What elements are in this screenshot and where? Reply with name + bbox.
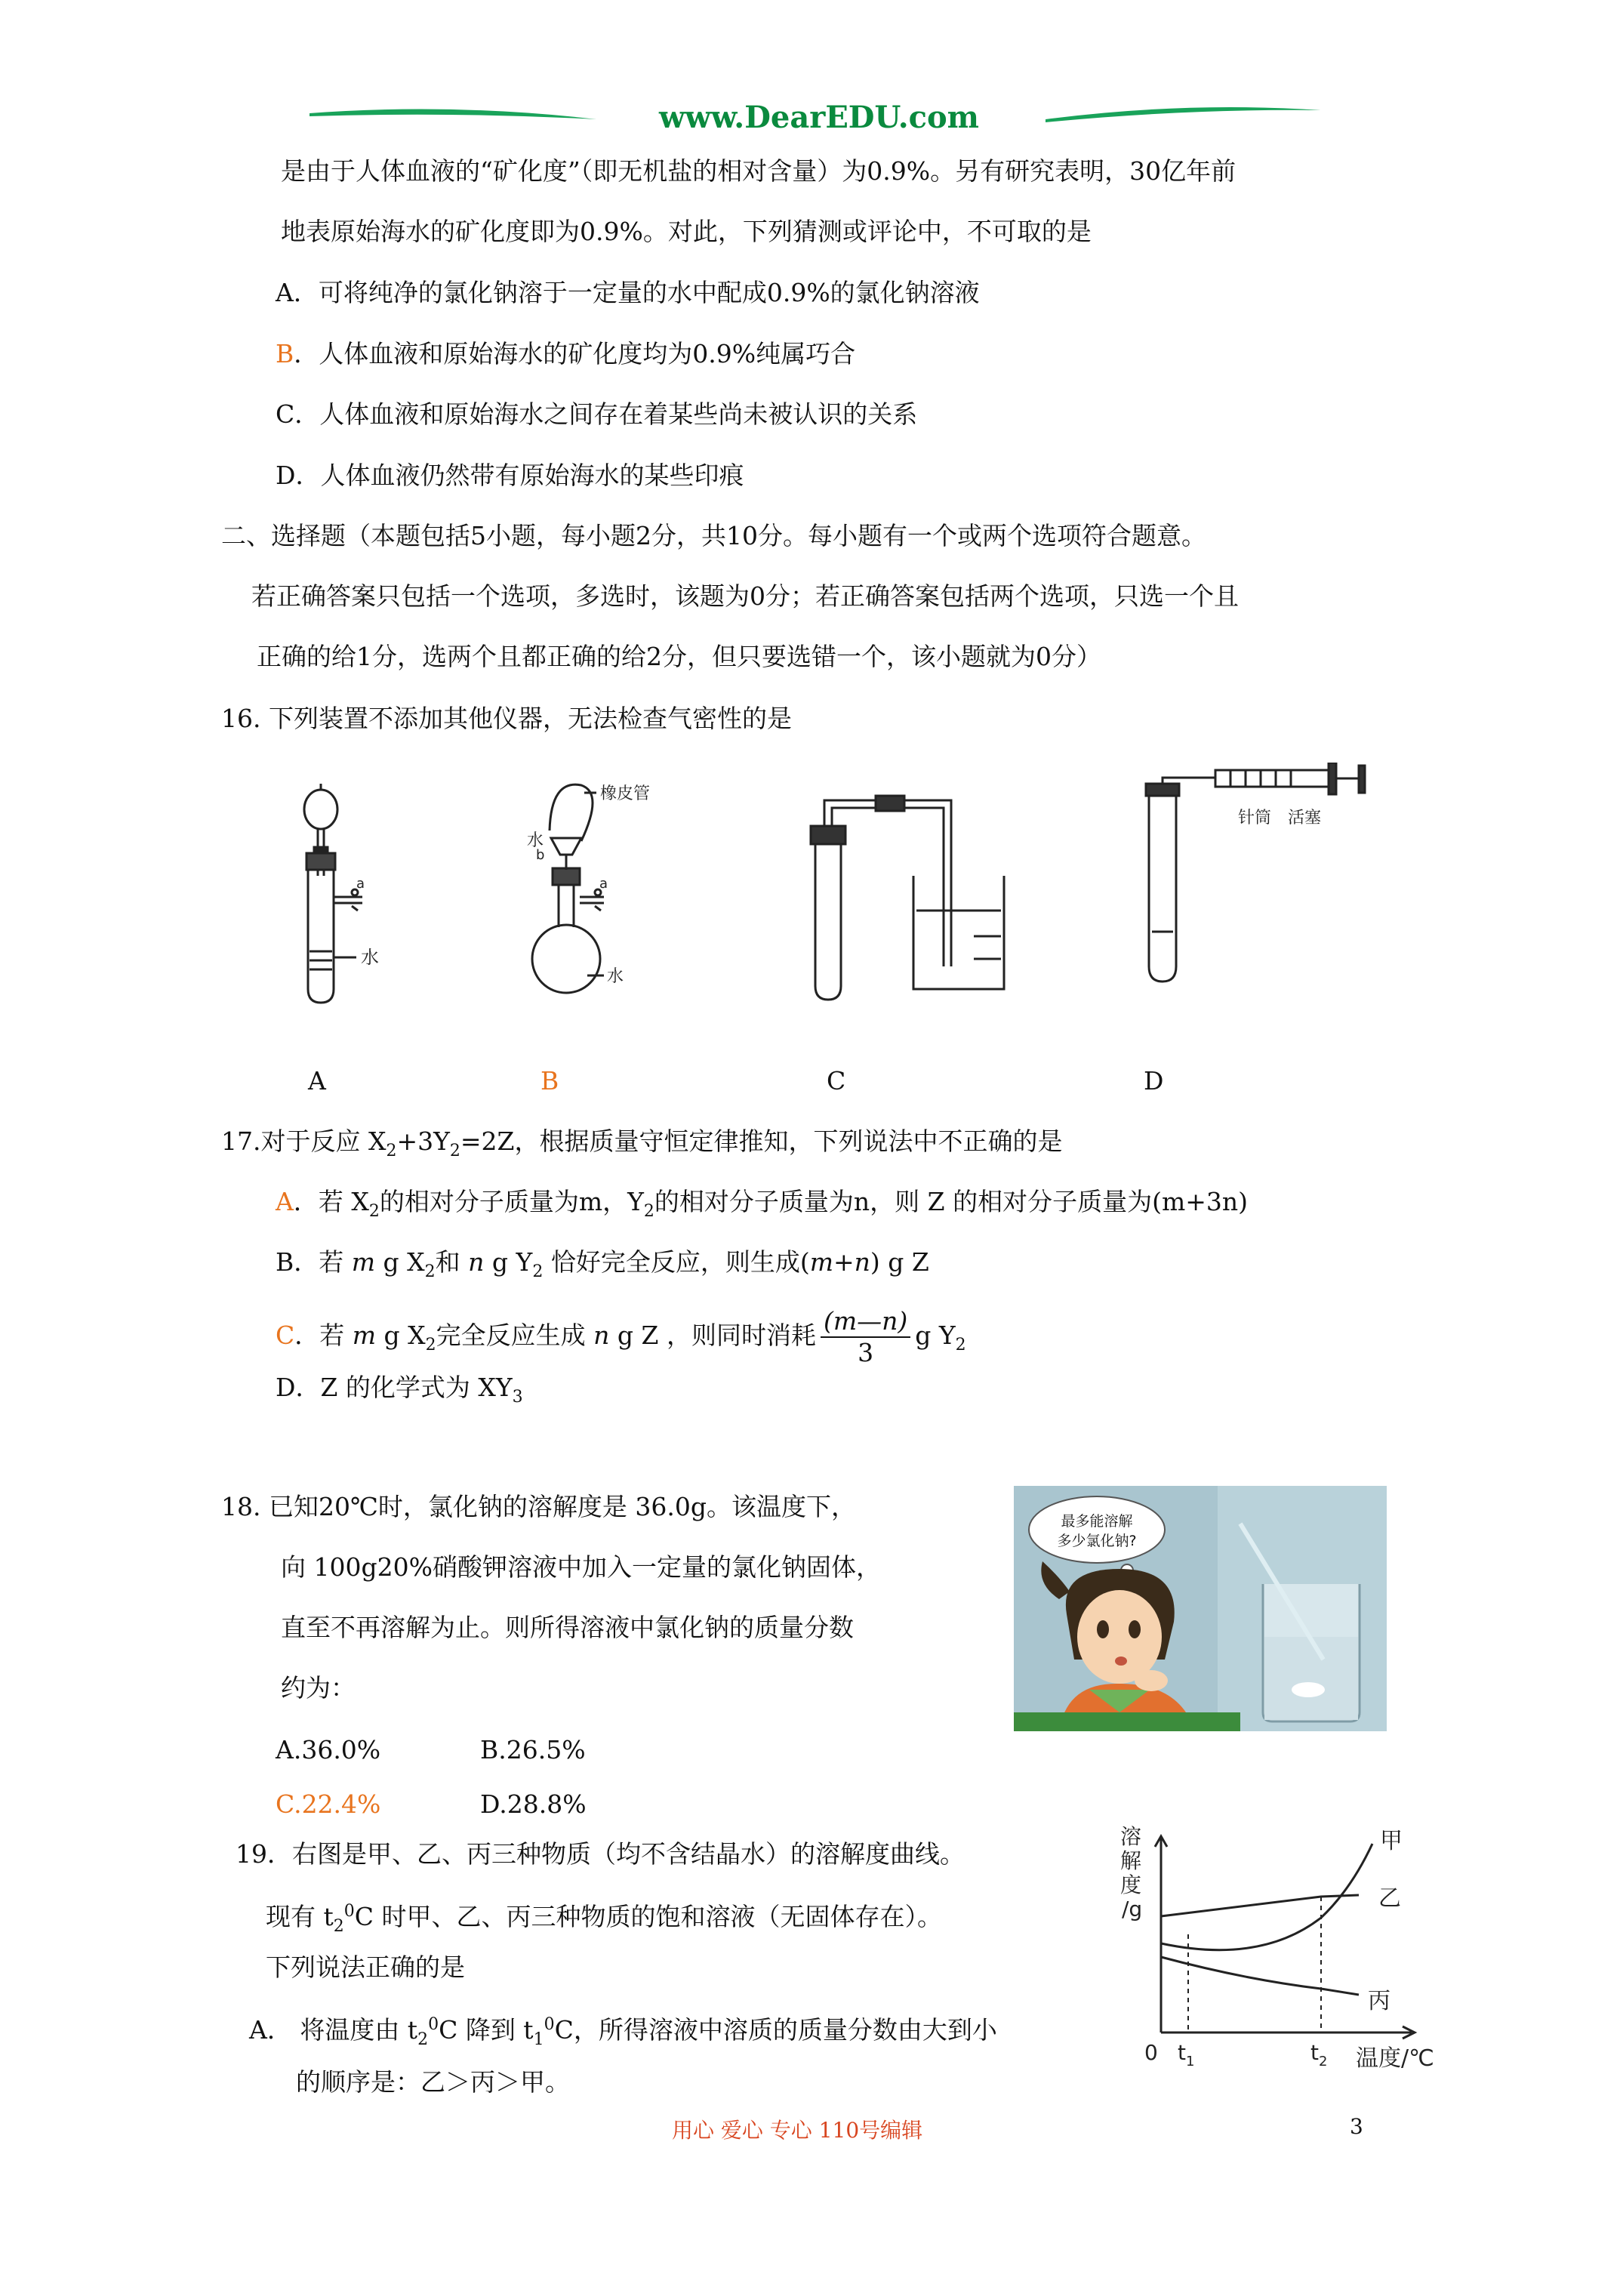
apparatus-b-label-water-top: 水	[527, 831, 544, 850]
q17-b-s2: 2	[532, 1262, 544, 1281]
q17-option-a	[276, 1185, 1248, 1228]
q17-a-t1: ．若 X	[293, 1187, 369, 1216]
section2-line-3: 正确的给1分，选两个且都正确的给2分，但只要选错一个，该小题就为0分）	[257, 642, 1101, 671]
q17-a-t3: 的相对分子质量为n，则 Z 的相对分子质量为(m+3n)	[654, 1187, 1249, 1216]
q19-l2-pre: 现有 t	[266, 1902, 334, 1931]
bubble-line-2: 多少氯化钠?	[1057, 1533, 1137, 1549]
q16-label-c: C	[827, 1066, 846, 1096]
q17-option-d-letter: D	[276, 1373, 296, 1402]
q15-option-a-letter: A	[276, 278, 294, 307]
graph-t1	[1178, 2040, 1194, 2069]
q15-option-a-text: ．可将纯净的氯化钠溶于一定量的水中配成0.9%的氯化钠溶液	[293, 278, 980, 307]
q17-c-t4: g Z ，则同时消耗	[609, 1321, 816, 1350]
q17-c-t1: ．若	[294, 1321, 353, 1350]
q17-a-t2: 的相对分子质量为m，Y	[379, 1187, 644, 1216]
q17-d-s1: 3	[512, 1388, 523, 1407]
q19-line-1: 19．右图是甲、乙、丙三种物质（均不含结晶水）的溶解度曲线。	[236, 1839, 965, 1869]
q19-line-2	[266, 1895, 942, 1943]
q17-stem-sub1: 2	[386, 1142, 397, 1160]
q17-stem-pre: 17.对于反应 X	[221, 1126, 387, 1156]
q15-option-c-text: ．人体血液和原始海水之间存在着某些尚未被认识的关系	[294, 399, 918, 429]
q17-stem-mid: +3Y	[396, 1126, 450, 1156]
q15-option-d-letter: D	[276, 461, 296, 490]
q19-l2-sub: 2	[333, 1917, 344, 1936]
q17-option-a-letter: A	[276, 1187, 294, 1216]
q19-a-s1: 2	[417, 2030, 429, 2049]
q17-c-fraction-num: (m—n)	[821, 1306, 910, 1338]
q17-c-m: m	[352, 1321, 377, 1350]
graph-t2-sub: 2	[1318, 2054, 1328, 2069]
q17-b-t5: 恰好完全反应，则生成(	[543, 1247, 810, 1277]
series-label-yi: 乙	[1378, 1885, 1401, 1912]
q18-line-1: 18. 已知20℃时，氯化钠的溶解度是 36.0g。该温度下，	[221, 1492, 856, 1521]
q17-option-b-letter: B	[276, 1247, 294, 1277]
graph-xlabel: 温度/℃	[1356, 2045, 1434, 2070]
section2-line-1: 二、选择题（本题包括5小题，每小题2分，共10分。每小题有一个或两个选项符合题意。	[221, 521, 1206, 550]
q18-line-2: 向 100g20%硝酸钾溶液中加入一定量的氯化钠固体，	[281, 1552, 881, 1582]
q19-line-3: 下列说法正确的是	[266, 1952, 465, 1982]
q17-b-t6: ) g Z	[870, 1247, 929, 1277]
q18-option-d: D.28.8%	[480, 1789, 587, 1819]
intro-line-2: 地表原始海水的矿化度即为0.9%。对此，下列猜测或评论中，不可取的是	[281, 217, 1092, 246]
q18-line-3: 直至不再溶解为止。则所得溶液中氯化钠的质量分数	[281, 1613, 854, 1642]
q17-a-s2: 2	[643, 1202, 654, 1221]
q17-stem-post: =2Z，根据质量守恒定律推知，下列说法中不正确的是	[460, 1126, 1063, 1156]
q17-c-t5: g Y	[915, 1321, 956, 1350]
graph-t2	[1310, 2040, 1327, 2069]
q19-option-a	[249, 2008, 997, 2057]
q16-label-a: A	[308, 1066, 326, 1096]
q17-c-s1: 2	[425, 1336, 436, 1354]
q15-option-a	[276, 276, 980, 310]
apparatus-a-label-water: 水	[361, 947, 379, 968]
q17-b-n: n	[468, 1247, 485, 1277]
q17-b-s1: 2	[424, 1262, 436, 1281]
q18-illustration	[1014, 1486, 1387, 1731]
q17-option-b	[276, 1246, 929, 1289]
curve-bing	[1161, 1957, 1359, 1995]
series-label-bing: 丙	[1368, 1988, 1390, 2014]
q19-a-mid: C 降到 t	[439, 2015, 534, 2045]
q17-c-fraction	[821, 1306, 910, 1368]
q15-option-b	[276, 337, 855, 371]
graph-t2-letter: t	[1310, 2040, 1319, 2065]
q17-b-mn: m+n	[809, 1247, 870, 1277]
q17-c-fraction-den: 3	[858, 1338, 874, 1367]
q17-a-s1: 2	[368, 1202, 380, 1221]
apparatus-b-label-b: b	[536, 847, 545, 863]
q19-a-sup2: 0	[544, 2015, 555, 2034]
q15-option-b-letter: B	[276, 339, 294, 368]
q17-c-t2: g X	[376, 1321, 426, 1350]
q17-b-t2: g X	[375, 1247, 425, 1277]
q15-option-c	[276, 398, 917, 431]
graph-origin: 0	[1144, 2040, 1158, 2065]
q16-label-d: D	[1144, 1066, 1164, 1096]
q19-l2-post: C 时甲、乙、丙三种物质的饱和溶液（无固体存在）。	[354, 1902, 943, 1931]
q17-d-t1: ．Z 的化学式为 XY	[295, 1373, 513, 1402]
q17-b-t3: 和	[435, 1247, 469, 1277]
q16-label-b: B	[540, 1066, 559, 1096]
q17-c-n: n	[593, 1321, 610, 1350]
graph-ylabel-4: /g	[1122, 1897, 1143, 1922]
q15-option-d-text: ．人体血液仍然带有原始海水的某些印痕	[295, 461, 744, 490]
graph-t1-sub: 1	[1185, 2054, 1195, 2069]
section2-line-2: 若正确答案只包括一个选项，多选时，该题为0分；若正确答案包括两个选项，只选一个且	[251, 581, 1239, 611]
series-label-jia: 甲	[1380, 1828, 1403, 1854]
bubble-line-1: 最多能溶解	[1061, 1513, 1133, 1530]
q17-b-t4: g Y	[484, 1247, 533, 1277]
q19-a-pre: A． 将温度由 t	[249, 2015, 418, 2045]
apparatus-c-icon	[811, 796, 1004, 1000]
q17-b-t1: ．若	[294, 1247, 352, 1277]
q17-c-s2: 2	[955, 1336, 966, 1354]
q18-option-c: C.22.4%	[276, 1789, 381, 1819]
apparatus-a-icon	[304, 784, 362, 1003]
q15-option-d	[276, 459, 744, 492]
q18-line-4: 约为：	[281, 1673, 356, 1703]
q16-apparatus-figure	[249, 763, 1366, 1019]
q19-l2-sup: 0	[343, 1902, 355, 1921]
intro-line-1: 是由于人体血液的“矿化度”（即无机盐的相对含量）为0.9%。另有研究表明，30亿年前	[281, 156, 1236, 186]
q17-option-c-letter: C	[276, 1321, 295, 1350]
apparatus-b-label-rubber: 橡皮管	[600, 784, 651, 803]
apparatus-a-label-a: a	[356, 876, 365, 892]
apparatus-b-label-a: a	[599, 876, 608, 892]
curve-yi	[1161, 1895, 1359, 1916]
q17-b-m: m	[351, 1247, 376, 1277]
graph-ylabel-1: 溶	[1120, 1824, 1142, 1849]
q19-a-post: C，所得溶液中溶质的质量分数由大到小	[554, 2015, 997, 2045]
apparatus-b-icon	[532, 784, 604, 993]
q18-option-a: A.36.0%	[276, 1735, 381, 1764]
q18-option-b: B.26.5%	[480, 1735, 586, 1764]
footer-page-number: 3	[1350, 2114, 1363, 2139]
q19-a-sup1: 0	[428, 2015, 439, 2034]
q15-option-c-letter: C	[276, 399, 295, 429]
logo-text: www.DearEDU.com	[658, 100, 979, 135]
q17-option-d	[276, 1371, 523, 1414]
q19-solubility-graph	[1095, 1821, 1487, 2070]
apparatus-b-label-water: 水	[607, 967, 624, 986]
q17-c-t3: 完全反应生成	[436, 1321, 594, 1350]
graph-ylabel-2: 解	[1120, 1848, 1142, 1873]
q17-stem-sub2: 2	[449, 1142, 460, 1160]
q17-option-c	[276, 1306, 966, 1368]
q19-option-a-line-2: 的顺序是：乙＞丙＞甲。	[296, 2067, 570, 2097]
footer-center: 用心 爱心 专心 110号编辑	[672, 2118, 923, 2143]
q16-stem: 16. 下列装置不添加其他仪器，无法检查气密性的是	[221, 704, 792, 733]
q15-option-b-text: ．人体血液和原始海水的矿化度均为0.9%纯属巧合	[294, 339, 856, 368]
q19-a-s2: 1	[533, 2030, 544, 2049]
apparatus-d-icon	[1146, 763, 1365, 982]
apparatus-d-label-syringe: 针筒	[1238, 809, 1272, 827]
header-logo	[302, 97, 1329, 142]
graph-t1-letter: t	[1178, 2040, 1186, 2065]
q17-stem	[221, 1125, 1062, 1168]
apparatus-d-label-plunger: 活塞	[1288, 809, 1322, 827]
graph-ylabel-3: 度	[1120, 1872, 1142, 1897]
